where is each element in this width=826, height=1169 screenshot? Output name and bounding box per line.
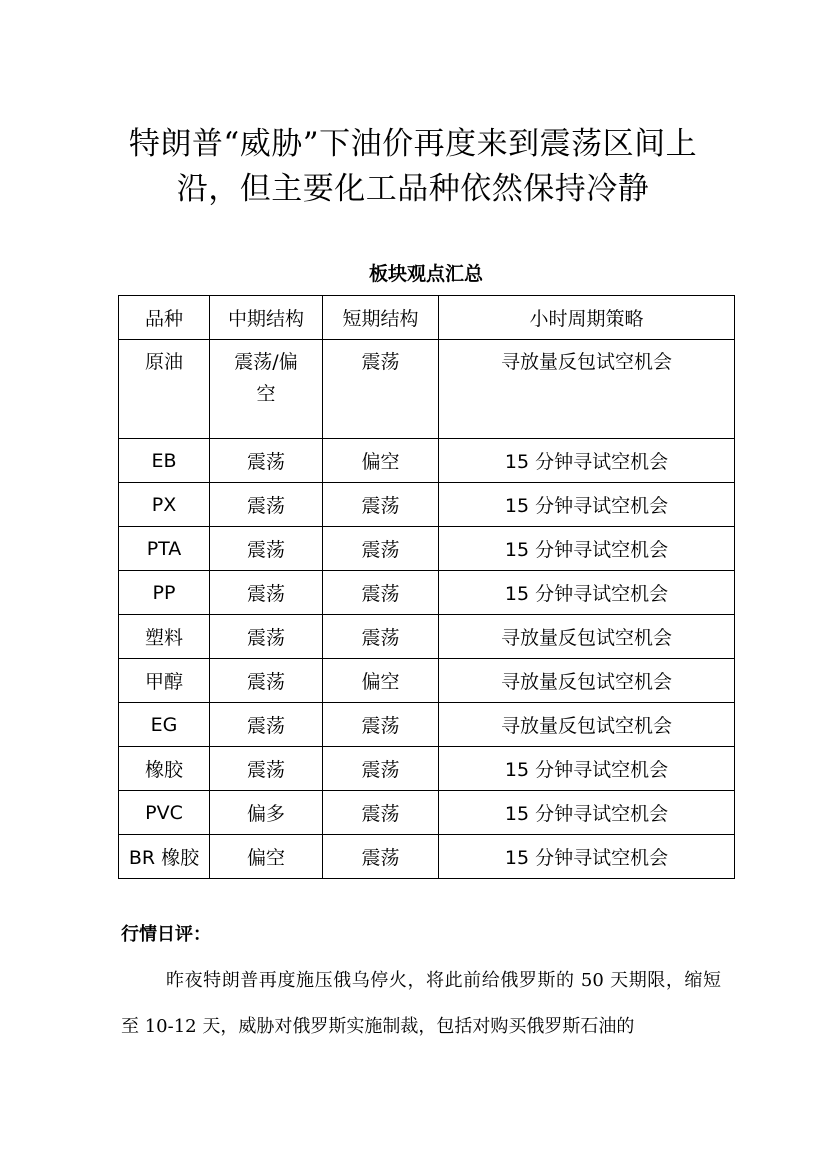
table-row	[119, 340, 735, 439]
cell-strategy: 15 分钟寻试空机会	[439, 483, 735, 527]
table-row	[119, 791, 735, 835]
cell-variety: 原油	[119, 340, 210, 439]
table-row	[119, 439, 735, 483]
cell-strategy: 15 分钟寻试空机会	[439, 439, 735, 483]
cell-mid: 震荡	[210, 571, 323, 615]
cell-variety: PP	[119, 571, 210, 615]
cell-short: 偏空	[323, 439, 439, 483]
cell-short: 震荡	[323, 483, 439, 527]
cell-short: 震荡	[323, 340, 439, 439]
cell-mid: 震荡	[210, 747, 323, 791]
cell-variety: 甲醇	[119, 659, 210, 703]
cell-mid: 震荡	[210, 659, 323, 703]
cell-short: 震荡	[323, 527, 439, 571]
review-heading: 行情日评：	[121, 924, 211, 945]
table-row	[119, 835, 735, 879]
cell-strategy: 15 分钟寻试空机会	[439, 527, 735, 571]
cell-mid: 偏空	[210, 835, 323, 879]
cell-strategy: 寻放量反包试空机会	[439, 659, 735, 703]
table-header-row	[119, 296, 735, 340]
cell-mid: 震荡	[210, 483, 323, 527]
cell-variety: PVC	[119, 791, 210, 835]
cell-strategy: 15 分钟寻试空机会	[439, 835, 735, 879]
review-paragraph: 昨夜特朗普再度施压俄乌停火，将此前给俄罗斯的 50 天期限，缩短至 10-12 天，威胁对俄罗斯实施制裁，包括对购买俄罗斯石油的	[121, 970, 721, 1037]
table-row	[119, 527, 735, 571]
table-row	[119, 615, 735, 659]
header-hourly-strategy: 小时周期策略	[439, 296, 735, 340]
table-row	[119, 571, 735, 615]
cell-mid: 震荡	[210, 527, 323, 571]
cell-mid-line-1: 震荡/偏	[234, 351, 298, 373]
cell-variety: 橡胶	[119, 747, 210, 791]
cell-short: 震荡	[323, 835, 439, 879]
cell-short: 震荡	[323, 791, 439, 835]
cell-variety: EB	[119, 439, 210, 483]
header-variety: 品种	[119, 296, 210, 340]
document-title	[100, 122, 726, 212]
cell-variety: 塑料	[119, 615, 210, 659]
cell-mid	[210, 340, 323, 439]
cell-variety: PTA	[119, 527, 210, 571]
title-line-2: 沿，但主要化工品种依然保持冷静	[176, 171, 650, 207]
cell-strategy: 15 分钟寻试空机会	[439, 747, 735, 791]
cell-mid: 震荡	[210, 439, 323, 483]
cell-short: 偏空	[323, 659, 439, 703]
title-line-1: 特朗普“威胁”下油价再度来到震荡区间上	[128, 126, 698, 162]
cell-short: 震荡	[323, 747, 439, 791]
header-short-term: 短期结构	[323, 296, 439, 340]
table-row	[119, 483, 735, 527]
cell-mid: 震荡	[210, 615, 323, 659]
cell-short: 震荡	[323, 703, 439, 747]
cell-mid-line-2: 空	[256, 383, 276, 405]
cell-mid: 震荡	[210, 703, 323, 747]
cell-short: 震荡	[323, 571, 439, 615]
header-mid-term: 中期结构	[210, 296, 323, 340]
table-row	[119, 659, 735, 703]
cell-variety: EG	[119, 703, 210, 747]
cell-variety: BR 橡胶	[119, 835, 210, 879]
cell-strategy: 15 分钟寻试空机会	[439, 571, 735, 615]
cell-strategy: 15 分钟寻试空机会	[439, 791, 735, 835]
cell-short: 震荡	[323, 615, 439, 659]
cell-variety: PX	[119, 483, 210, 527]
sector-summary-table	[118, 295, 735, 879]
table-row	[119, 747, 735, 791]
table-row	[119, 703, 735, 747]
table-caption: 板块观点汇总	[368, 263, 483, 285]
cell-strategy: 寻放量反包试空机会	[439, 703, 735, 747]
cell-strategy: 寻放量反包试空机会	[439, 340, 735, 439]
cell-strategy: 寻放量反包试空机会	[439, 615, 735, 659]
cell-mid: 偏多	[210, 791, 323, 835]
